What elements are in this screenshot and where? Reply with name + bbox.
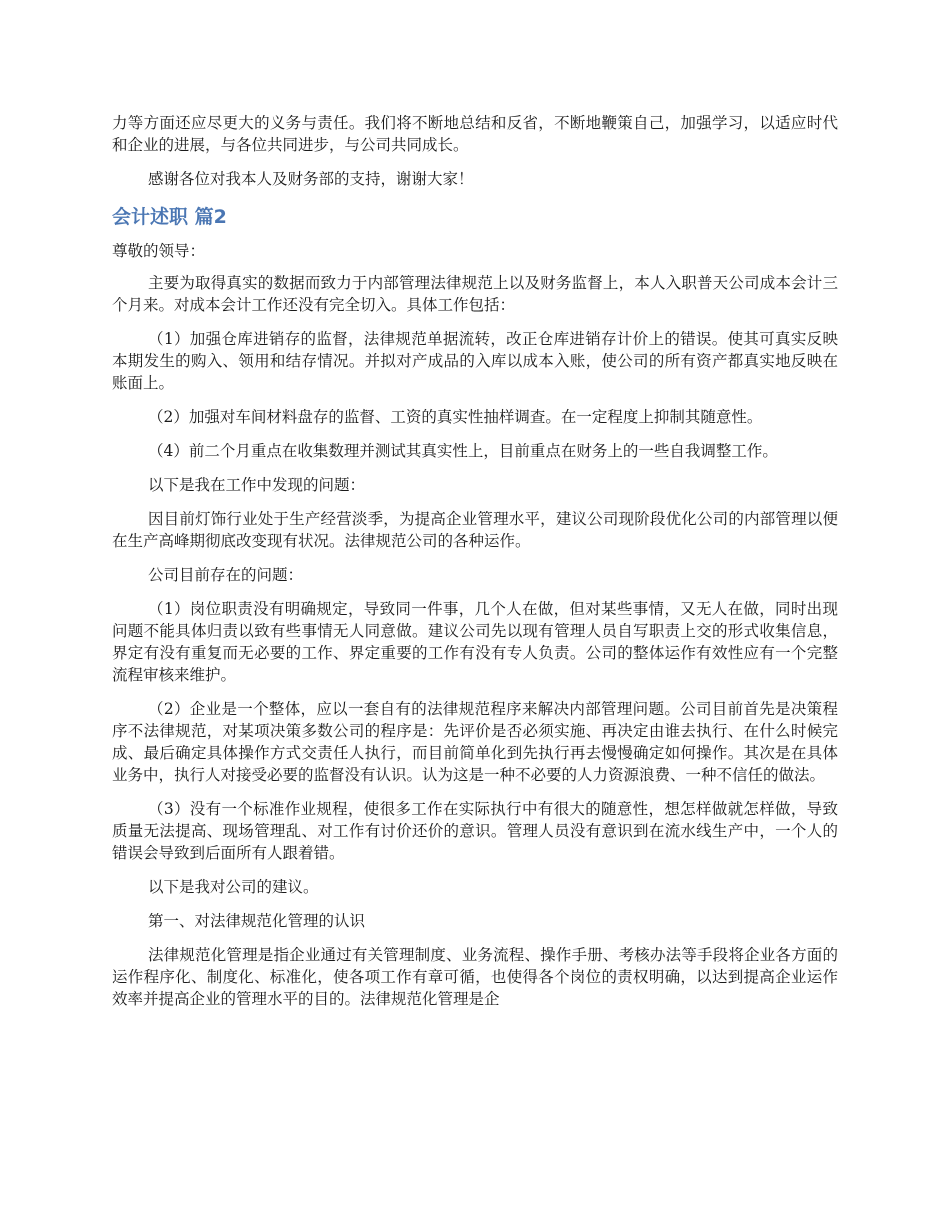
body-paragraph: （4）前二个月重点在收集数理并测试其真实性上，目前重点在财务上的一些自我调整工作。 [148,442,778,460]
body-paragraph: （1）岗位职责没有明确规定，导致同一件事，几个人在做，但对某些事情，又无人在做，同时出现问题不能具体归责以致有些事情无人同意做。建议公司先以现有管理人员自写职责上交的形式收集信息，界定有没有重复而无必要的工作、界定重要的工作有没有专人负责。公司的整体运作有效性应有一个完整流程审核来维护。 [112,600,838,684]
body-paragraph: （3）没有一个标准作业规程，使很多工作在实际执行中有很大的随意性，想怎样做就怎样做，导致质量无法提高、现场管理乱、对工作有讨价还价的意识。管理人员没有意识到在流水线生产中，一个人的错误会导致到后面所有人跟着错。 [112,800,838,862]
thanks-paragraph: 感谢各位对我本人及财务部的支持，谢谢大家！ [148,170,474,188]
body-paragraph: 第一、对法律规范化管理的认识 [148,912,366,930]
salutation: 尊敬的领导： [112,242,206,260]
body-paragraph: 公司目前存在的问题： [148,566,304,584]
body-paragraph: （2）企业是一个整体，应以一套自有的法律规范程序来解决内部管理问题。公司目前首先是决策程序不法律规范，对某项决策多数公司的程序是：先评价是否必须实施、再决定由谁去执行、在什么时候完成、最后确定具体操作方式交责任人执行，而目前简单化到先执行再去慢慢确定如何操作。其次是在具体业务中，执行人对接受必要的监督没有认识。认为这是一种不必要的人力资源浪费、一种不信任的做法。 [112,700,838,784]
body-paragraph: 因目前灯饰行业处于生产经营淡季，为提高企业管理水平，建议公司现阶段优化公司的内部管理以便在生产高峰期彻底改变现有状况。法律规范公司的各种运作。 [112,510,838,550]
body-paragraph: 以下是我对公司的建议。 [148,878,319,896]
section-heading: 会计述职 篇2 [112,206,227,228]
body-paragraph: 以下是我在工作中发现的问题： [148,476,366,494]
body-paragraph: （1）加强仓库进销存的监督，法律规范单据流转，改正仓库进销存计价上的错误。使其可真实反映本期发生的购入、领用和结存情况。并拟对产成品的入库以成本入账，使公司的所有资产都真实地反映在账面上。 [112,330,838,392]
intro-continuation-paragraph: 力等方面还应尽更大的义务与责任。我们将不断地总结和反省，不断地鞭策自己，加强学习，以适应时代和企业的进展，与各位共同进步，与公司共同成长。 [112,114,838,154]
body-paragraph: 法律规范化管理是指企业通过有关管理制度、业务流程、操作手册、考核办法等手段将企业各方面的运作程序化、制度化、标准化，使各项工作有章可循，也使得各个岗位的责权明确，以达到提高企业运作效率并提高企业的管理水平的目的。法律规范化管理是企 [112,946,838,1008]
body-paragraph: 主要为取得真实的数据而致力于内部管理法律规范上以及财务监督上，本人入职普天公司成本会计三个月来。对成本会计工作还没有完全切入。具体工作包括： [112,274,838,314]
document-page [112,112,838,1022]
body-paragraph: （2）加强对车间材料盘存的监督、工资的真实性抽样调查。在一定程度上抑制其随意性。 [148,408,763,426]
